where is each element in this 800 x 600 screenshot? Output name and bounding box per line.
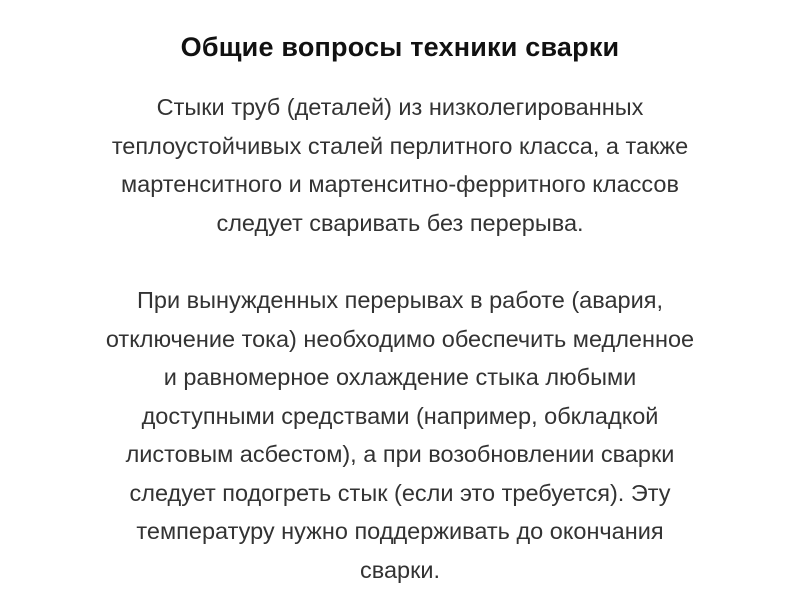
paragraph-line: При вынужденных перерывах в работе (авария,	[137, 287, 663, 313]
paragraph-forced-interruptions	[40, 281, 760, 589]
paragraph-continuous-welding	[40, 88, 760, 242]
paragraph-line: мартенситного и мартенситно-ферритного классов	[121, 171, 679, 197]
slide-title: Общие вопросы техники сварки	[180, 32, 620, 62]
paragraph-line: листовым асбестом), а при возобновлении сварки	[125, 441, 675, 467]
paragraph-line: теплоустойчивых сталей перлитного класса, а также	[111, 132, 689, 159]
paragraph-line: Стыки труб (деталей) из низколегированных	[156, 94, 644, 120]
paragraph-line: следует подогреть стык (если это требуется). Эту	[129, 479, 671, 506]
paragraph-line: температуру нужно поддерживать до окончания	[136, 518, 664, 544]
paragraph-line: доступными средствами (например, обкладкой	[141, 402, 659, 429]
paragraph-line: сварки.	[359, 556, 441, 583]
paragraph-line: и равномерное охлаждение стыка любыми	[163, 364, 637, 390]
paragraph-line: отключение тока) необходимо обеспечить медленное	[105, 325, 695, 352]
paragraph-line: следует сваривать без перерыва.	[216, 209, 584, 236]
